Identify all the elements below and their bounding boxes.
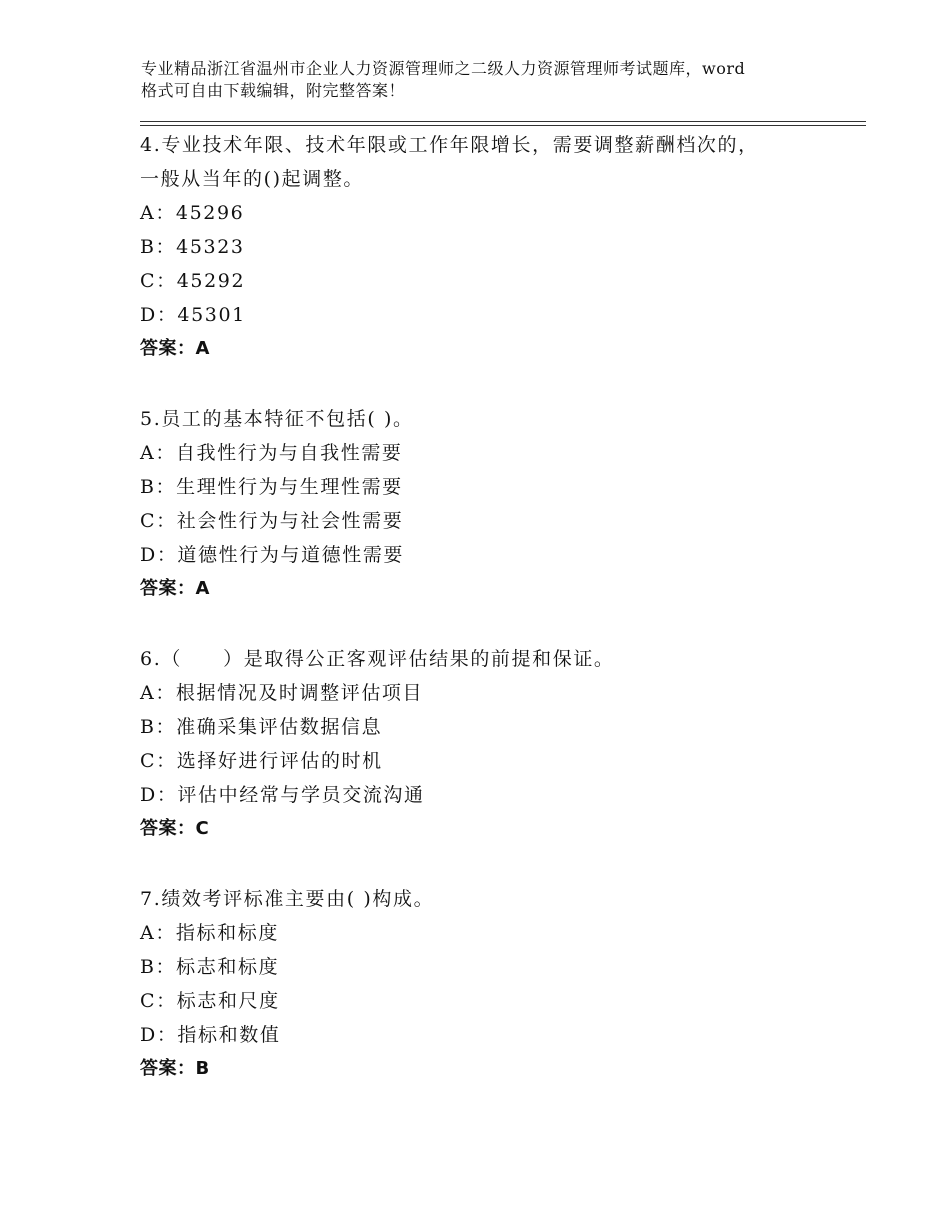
answer: 答案：A (140, 578, 210, 599)
option-c: C：45292 (140, 270, 246, 292)
option-c: C：社会性行为与社会性需要 (140, 510, 404, 532)
option-c: C：选择好进行评估的时机 (140, 750, 383, 772)
option-d: D：45301 (140, 304, 246, 326)
option-a: A：指标和标度 (140, 922, 279, 944)
header-divider-bottom (140, 125, 866, 126)
option-a: A：45296 (140, 202, 245, 224)
header-line-1: 专业精品浙江省温州市企业人力资源管理师之二级人力资源管理师考试题库，word (141, 59, 746, 78)
option-d: D：评估中经常与学员交流沟通 (140, 784, 425, 806)
question-text: 7.绩效考评标准主要由( )构成。 (140, 888, 435, 910)
question-text: 6.（ ）是取得公正客观评估结果的前提和保证。 (140, 648, 615, 670)
option-b: B：准确采集评估数据信息 (140, 716, 383, 738)
question-5 (140, 402, 830, 606)
question-text: 4.专业技术年限、技术年限或工作年限增长，需要调整薪酬档次的， (140, 134, 759, 156)
answer: 答案：C (140, 818, 210, 839)
question-4 (140, 128, 830, 366)
option-b: B：45323 (140, 236, 245, 258)
document-header (141, 58, 821, 102)
option-b: B：生理性行为与生理性需要 (140, 476, 403, 498)
answer: 答案：B (140, 1058, 210, 1079)
option-d: D：指标和数值 (140, 1024, 281, 1046)
header-divider-top (140, 121, 866, 122)
option-a: A：自我性行为与自我性需要 (140, 442, 403, 464)
answer: 答案：A (140, 338, 210, 359)
question-text: 5.员工的基本特征不包括( )。 (140, 408, 414, 430)
question-list (140, 128, 830, 1122)
question-7 (140, 882, 830, 1086)
option-c: C：标志和尺度 (140, 990, 280, 1012)
option-a: A：根据情况及时调整评估项目 (140, 682, 424, 704)
question-text-continued: 一般从当年的()起调整。 (140, 168, 365, 190)
option-b: B：标志和标度 (140, 956, 280, 978)
header-line-2: 格式可自由下载编辑，附完整答案！ (141, 81, 406, 100)
option-d: D：道德性行为与道德性需要 (140, 544, 405, 566)
question-6 (140, 642, 830, 846)
